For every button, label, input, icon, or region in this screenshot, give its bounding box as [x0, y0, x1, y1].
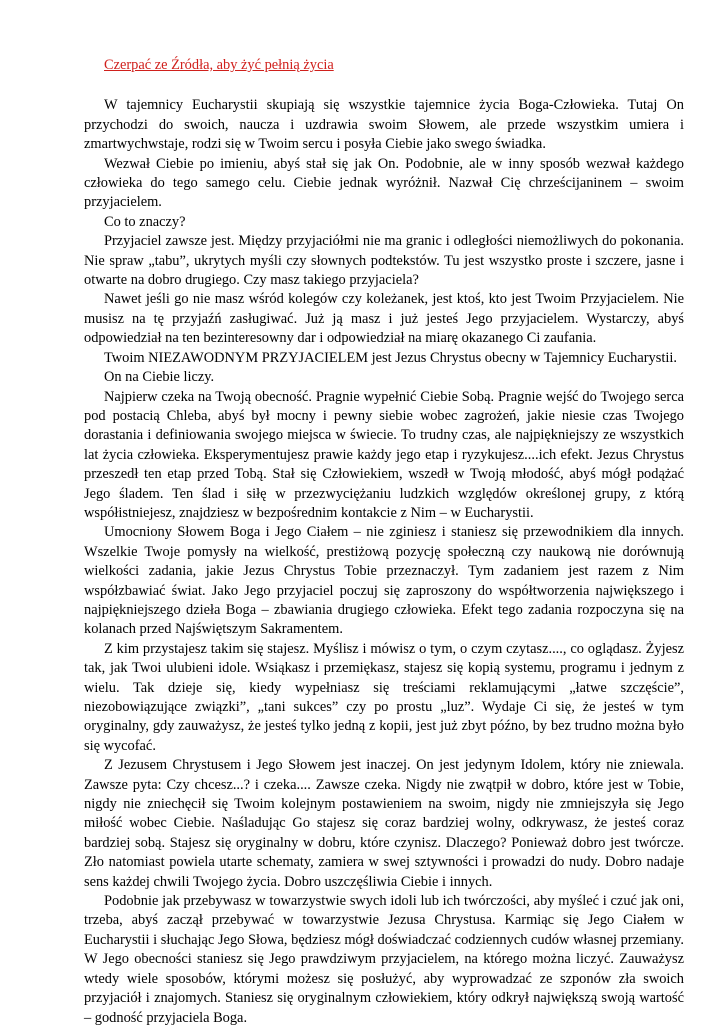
paragraph: On na Ciebie liczy. — [104, 369, 215, 386]
paragraph: Przyjaciel zawsze jest. Między przyjaciółmi nie ma granic i odległości niemożliwych do pokonania. Nie spraw „tabu”, ukrytych myśli czy słownych podtekstów. Tu jest wszystko proste i szczere, jasne i otwarte na dobro drugiego. Czy masz takiego przyjaciela? — [84, 233, 684, 289]
document-page — [84, 56, 684, 1028]
paragraph: Co to znaczy? — [104, 213, 186, 230]
paragraph: Z Jezusem Chrystusem i Jego Słowem jest inaczej. On jest jedynym Idolem, który nie zniewala. Zawsze pyta: Czy chcesz...? i czeka.... Zawsze czeka. Nigdy nie zwątpił w dobro, które jest w Tobie, nigdy nie zniechęcił się Twoim kolejnym postawieniem na swoim, nigdy nie zmniejszyła się Jego miłość wobec Ciebie. Naśladując Go stajesz się coraz bardziej wolny, odkrywasz, że jesteś coraz bardziej sobą. Stajesz się oryginalny w dobru, które czynisz. Dlaczego? Ponieważ dobro jest twórcze. Zło natomiast powiela utarte schematy, zamiera w swej sztywności i prowadzi do nudy. Dobro nadaje sens każdej chwili Twojego życia. Dobro uszczęśliwia Ciebie i innych. — [84, 757, 684, 890]
paragraph: Twoim NIEZAWODNYM PRZYJACIELEM jest Jezus Chrystus obecny w Tajemnicy Eucharystii. — [104, 349, 677, 366]
paragraph: Nawet jeśli go nie masz wśród kolegów czy koleżanek, jest ktoś, kto jest Twoim Przyjacielem. Nie musisz na tę przyjaźń zasługiwać. Już ją masz i już jesteś Jego przyjacielem. Wystarczy, abyś odpowiedział na ten bezinteresowny dar i odpowiedział na miarę okazanego Ci zaufania. — [84, 291, 684, 347]
document-title[interactable]: Czerpać ze Źródła, aby żyć pełnią życia — [104, 57, 334, 73]
paragraph: Z kim przystajesz takim się stajesz. Myślisz i mówisz o tym, o czym czytasz...., co oglądasz. Żyjesz tak, jak Twoi ulubieni idole. Wsiąkasz i przemiękasz, stajesz się kopią systemu, programu i jednym z wielu. Tak dzieje się, kiedy wypełniasz się treściami reklamującymi „łatwe szczęście”, niezobowiązujące związki”, „tani sukces” czy po prostu „luz”. Wydaje Ci się, że jesteś w tym oryginalny, gdy zauważysz, że jesteś tylko jedną z kopii, jest już zbyt późno, by bez trudno można było się wycofać. — [84, 640, 684, 754]
paragraph: Umocniony Słowem Boga i Jego Ciałem – nie zginiesz i staniesz się przewodnikiem dla innych. Wszelkie Twoje pomysły na wielkość, prestiżową pozycję społeczną czy naukową nie dorównują wielkości zadania, jakie Jezus Chrystus Tobie przeznaczył. Tym zadaniem jest razem z Nim współzbawiać świat. Jako Jego przyjaciel poczuj się zaproszony do współtworzenia największego i najpiękniejszego dzieła Boga – zbawiania drugiego człowieka. Efekt tego zadania rozpoczyna się na kolanach przed Najświętszym Sakramentem. — [84, 524, 684, 638]
paragraph: W tajemnicy Eucharystii skupiają się wszystkie tajemnice życia Boga-Człowieka. Tutaj On przychodzi do swoich, naucza i uzdrawia swoim Słowem, ale przede wszystkim umiera i zmartwychwstaje, rodzi się w Twoim sercu i posyła Ciebie jako swego świadka. — [84, 97, 684, 153]
paragraph: Wezwał Ciebie po imieniu, abyś stał się jak On. Podobnie, ale w inny sposób wezwał każdego człowieka do tego samego celu. Ciebie jednak wyróżnił. Nazwał Cię chrześcijaninem – swoim przyjacielem. — [84, 155, 684, 211]
paragraph: Podobnie jak przebywasz w towarzystwie swych idoli lub ich twórczości, aby myśleć i czuć jak oni, trzeba, abyś zaczął przebywać w towarzystwie Jezusa Chrystusa. Karmiąc się Jego Ciałem w Eucharystii i słuchając Jego Słowa, będziesz mógł doświadczać codziennych cudów własnej przemiany. W Jego obecności staniesz się Jego prawdziwym przyjacielem, na którego można liczyć. Zauważysz wtedy wiele sposobów, którymi możesz się posłużyć, aby wyprowadzać ze szponów zła swoich przyjaciół i znajomych. Staniesz się oryginalnym człowiekiem, który odkrył największą swoją wartość – godność przyjaciela Boga. — [84, 893, 684, 1026]
paragraph: Najpierw czeka na Twoją obecność. Pragnie wypełnić Ciebie Sobą. Pragnie wejść do Twojego serca pod postacią Chleba, abyś był mocny i pewny siebie wobec zagrożeń, jakie niesie czas Twojego dorastania i definiowania swojego miejsca w świecie. To trudny czas, ale najpiękniejszy ze wszystkich lat życia człowieka. Eksperymentujesz prawie każdy jego etap i ryzykujesz....ich efekt. Jezus Chrystus przeszedł ten etap przed Tobą. Stał się Człowiekiem, wszedł w Twoją młodość, abyś mógł podążać Jego śladem. Ten ślad i siłę w przezwyciężaniu ludzkich względów określonej grupy, z którą współistniejesz, znajdziesz w bezpośrednim kontakcie z Nim – w Eucharystii. — [84, 388, 684, 521]
